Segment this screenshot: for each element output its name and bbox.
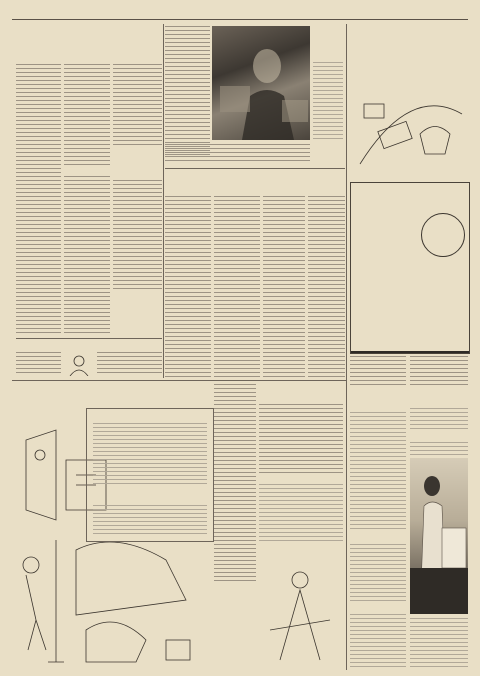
- article-column: [350, 356, 406, 388]
- wood-column: [165, 196, 211, 378]
- article-column: [214, 384, 256, 584]
- article-column: [16, 64, 61, 336]
- wood-column: [214, 196, 260, 378]
- wood-column: [308, 196, 345, 378]
- notice-column: [410, 442, 468, 456]
- woman-figure-illustration: [410, 458, 468, 614]
- radio-listing: [350, 412, 406, 532]
- worker-figure-illustration: [212, 26, 310, 140]
- article-column: [259, 484, 343, 544]
- conference-box: [113, 148, 162, 176]
- repertoire-sketch: [64, 352, 94, 376]
- article-column: [64, 176, 110, 336]
- photo-caption-column: [313, 62, 343, 142]
- discount-badge: [421, 213, 465, 257]
- vizitati-ad: [350, 26, 468, 176]
- article-column: [113, 180, 162, 292]
- appliance-photo: [410, 458, 468, 614]
- wood-column: [263, 196, 305, 378]
- notice-column: [410, 408, 468, 430]
- photo-caption-column: [410, 618, 468, 668]
- shopping-items-illustration: [350, 74, 468, 174]
- article-column: [64, 64, 110, 166]
- article-column: [410, 356, 468, 388]
- repertoire-column: [97, 352, 162, 376]
- article-column: [259, 404, 343, 476]
- consumatori-footer: [351, 351, 469, 353]
- deputy-sketch: [260, 550, 344, 668]
- article-column: [165, 26, 210, 156]
- header-rule: [12, 19, 468, 20]
- repertoire-column: [16, 352, 61, 376]
- consumatori-ad: [350, 182, 470, 354]
- article-column: [113, 64, 162, 146]
- bulletin-column: [350, 614, 406, 668]
- cinema-listing: [350, 544, 406, 602]
- article-column: [165, 144, 310, 164]
- complaint-inset: [86, 408, 214, 542]
- worker-photo: [212, 26, 310, 140]
